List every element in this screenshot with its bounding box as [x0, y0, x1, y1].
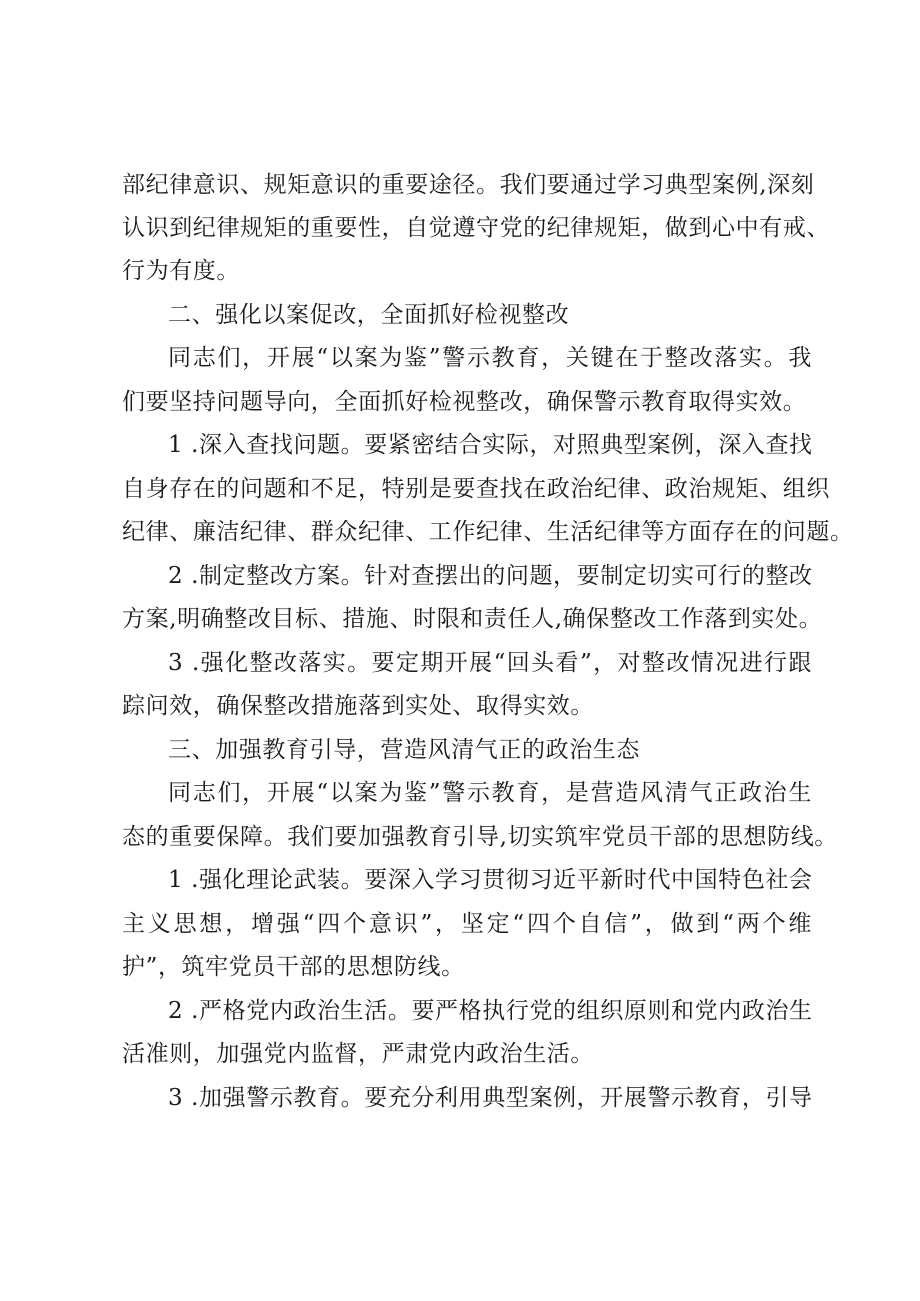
- text-line: 护”，筑牢党员干部的思想防线。: [122, 954, 465, 980]
- text-line: 3 .强化整改落实。要定期开展“回头看”，对整改情况进行跟: [168, 650, 812, 676]
- section-heading: 二、强化以案促改，全面抓好检视整改: [168, 302, 570, 328]
- text-line: 1 .深入查找问题。要紧密结合实际，对照典型案例，深入查找: [168, 432, 813, 458]
- text-line: 方案,明确整改目标、措施、时限和责任人,确保整改工作落到实处。: [122, 606, 823, 632]
- text-line: 3 .加强警示教育。要充分利用典型案例，开展警示教育，引导: [168, 1085, 813, 1111]
- text-line: 2 .严格党内政治生活。要严格执行党的组织原则和党内政治生: [168, 998, 813, 1024]
- text-line: 部纪律意识、规矩意识的重要途径。我们要通过学习典型案例,深刻: [122, 172, 815, 198]
- text-line: 们要坚持问题导向，全面抓好检视整改，确保警示教育取得实效。: [122, 389, 807, 415]
- text-line: 态的重要保障。我们要加强教育引导,切实筑牢党员干部的思想防线。: [122, 824, 838, 850]
- text-line: 纪律、廉洁纪律、群众纪律、工作纪律、生活纪律等方面存在的问题。: [122, 519, 854, 545]
- text-line: 自身存在的问题和不足，特别是要查找在政治纪律、政治规矩、组织: [122, 476, 830, 502]
- text-line: 同志们，开展“以案为鉴”警示教育，是营造风清气正政治生: [168, 780, 812, 806]
- text-line: 认识到纪律规矩的重要性，自觉遵守党的纪律规矩，做到心中有戒、: [122, 215, 830, 241]
- text-line: 2 .制定整改方案。针对查摆出的问题，要制定切实可行的整改: [168, 563, 813, 589]
- section-heading: 三、加强教育引导，营造风清气正的政治生态: [168, 737, 640, 763]
- text-line: 同志们，开展“以案为鉴”警示教育，关键在于整改落实。我: [168, 345, 812, 371]
- text-line: 1 .强化理论武装。要深入学习贯彻习近平新时代中国特色社会: [168, 867, 813, 893]
- text-line: 主义思想，增强“四个意识”，坚定“四个自信”，做到“两个维: [122, 911, 812, 937]
- text-line: 行为有度。: [122, 258, 240, 284]
- text-line: 踪问效，确保整改措施落到实处、取得实效。: [122, 693, 594, 719]
- text-line: 活准则，加强党内监督，严肃党内政治生活。: [122, 1041, 594, 1067]
